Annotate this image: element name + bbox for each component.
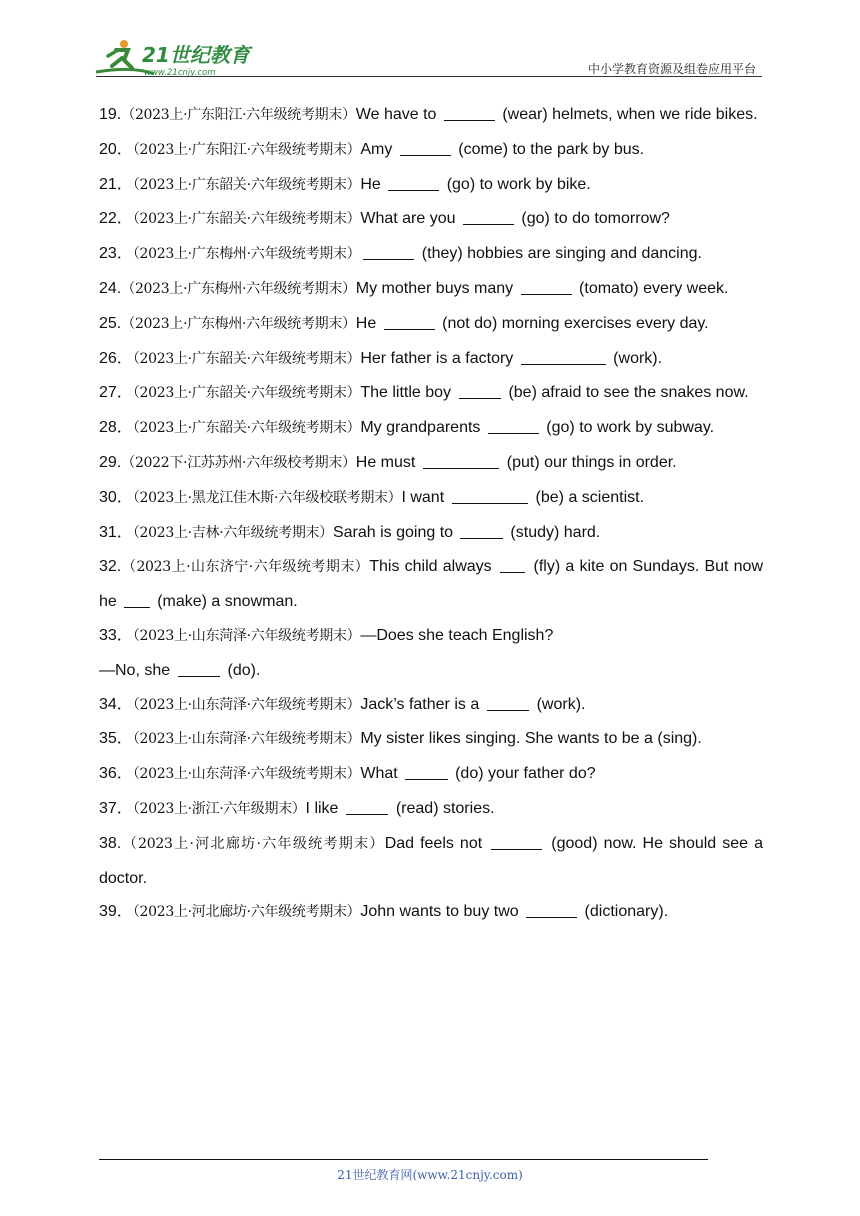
question-number: 27．	[99, 384, 133, 402]
answer-blank[interactable]	[452, 489, 529, 504]
question-source: （2023上·山东菏泽·六年级统考期末）	[132, 627, 361, 644]
question-source: （2023上·河北廊坊·六年级统考期末）	[121, 835, 385, 852]
question-item	[99, 757, 763, 792]
question-text: He must	[355, 453, 420, 471]
answer-blank[interactable]	[460, 524, 503, 539]
question-text: (fly) a kite on Sundays. But now he	[99, 558, 764, 611]
question-item	[99, 792, 763, 827]
question-source: （2023上·广东韶关·六年级统考期末）	[132, 176, 361, 193]
question-text: Her father is a factory	[360, 349, 518, 367]
answer-blank[interactable]	[178, 662, 221, 677]
answer-blank[interactable]	[463, 210, 514, 225]
question-item	[99, 272, 763, 307]
question-number: 28．	[99, 419, 133, 437]
question-number: 36．	[99, 765, 133, 783]
question-text: (do).	[223, 661, 261, 679]
question-number: 20．	[99, 140, 133, 158]
answer-blank[interactable]	[400, 141, 451, 156]
question-text: What	[360, 765, 403, 783]
question-text: Sarah is going to	[332, 523, 458, 541]
question-text: (tomato) every week.	[574, 279, 729, 297]
question-source: （2023上·吉林·六年级统考期末）	[132, 524, 333, 541]
question-number: 25.	[99, 314, 122, 332]
question-item	[99, 550, 763, 619]
question-text: My grandparents	[360, 419, 485, 437]
question-text: This child always	[369, 558, 497, 576]
question-number: 19.	[99, 106, 122, 123]
svg-text:21世纪教育: 21世纪教育	[142, 43, 250, 67]
question-source: （2023上·广东梅州·六年级统考期末）	[121, 280, 356, 297]
question-source: （2023上·广东韶关·六年级统考期末）	[132, 385, 361, 402]
question-list	[99, 98, 763, 930]
question-item	[99, 516, 763, 551]
question-number: 39．	[99, 903, 133, 921]
question-text: What are you	[360, 210, 460, 228]
question-text: My mother buys many	[355, 279, 518, 297]
question-text: (make) a snowman.	[152, 593, 298, 611]
question-text: (not do) morning exercises every day.	[437, 314, 709, 332]
answer-blank[interactable]	[384, 315, 435, 330]
answer-blank[interactable]	[423, 454, 500, 469]
answer-blank[interactable]	[488, 419, 539, 434]
question-item	[99, 98, 763, 133]
question-text: (study) hard.	[505, 523, 601, 541]
question-number: 37．	[99, 799, 133, 817]
question-item	[99, 827, 763, 896]
answer-blank[interactable]	[405, 765, 448, 780]
answer-blank[interactable]	[500, 558, 526, 573]
question-text: Amy	[360, 140, 397, 158]
question-text: Jack’s father is a	[360, 695, 484, 713]
question-source: （2023上·广东阳江·六年级统考期末）	[121, 107, 356, 123]
question-source: （2022下·江苏苏州·六年级校考期末）	[121, 454, 356, 471]
question-text: (they) hobbies are singing and dancing.	[417, 245, 702, 263]
answer-blank[interactable]	[521, 280, 572, 295]
question-text: (come) to the park by bus.	[453, 140, 645, 158]
question-number: 35．	[99, 730, 133, 748]
question-source: （2023上·黑龙江佳木斯·六年级校联考期末）	[132, 489, 402, 506]
question-item	[99, 446, 763, 481]
answer-blank[interactable]	[444, 106, 495, 121]
question-item	[99, 168, 763, 203]
question-source: （2023上·广东梅州·六年级统考期末）	[132, 246, 361, 263]
question-text: He	[360, 175, 386, 193]
question-source: （2023上·山东菏泽·六年级统考期末）	[132, 731, 361, 748]
question-item	[99, 481, 763, 516]
question-number: 24.	[99, 279, 122, 297]
question-source: （2023上·广东阳江·六年级统考期末）	[132, 141, 361, 158]
question-item	[99, 376, 763, 411]
question-text: I like	[305, 799, 343, 817]
question-number: 38.	[99, 834, 122, 852]
question-number: 26．	[99, 349, 133, 367]
question-item	[99, 237, 763, 272]
question-text: He	[355, 314, 381, 332]
page-header	[94, 30, 760, 78]
footer-divider	[99, 1159, 708, 1160]
question-source: （2023上·山东菏泽·六年级统考期末）	[132, 696, 361, 713]
answer-blank[interactable]	[521, 350, 606, 365]
question-item	[99, 307, 763, 342]
question-text: (wear) helmets, when we ride bikes.	[497, 106, 758, 123]
question-text: The little boy	[360, 384, 456, 402]
question-text: My sister likes singing. She wants to be a (sing).	[360, 730, 702, 748]
question-item	[99, 619, 763, 688]
footer-text: 21世纪教育网(www.21cnjy.com)	[337, 1168, 523, 1182]
question-text: Dad feels not	[384, 834, 489, 852]
question-text: (be) afraid to see the snakes now.	[504, 384, 749, 402]
question-number: 34．	[99, 695, 133, 713]
question-item	[99, 411, 763, 446]
question-number: 21．	[99, 175, 133, 193]
answer-blank[interactable]	[363, 245, 414, 260]
question-text: (work).	[608, 349, 663, 367]
question-item	[99, 202, 763, 237]
question-item	[99, 342, 763, 377]
answer-blank[interactable]	[346, 800, 389, 815]
question-source: （2023上·浙江·六年级期末）	[132, 800, 306, 817]
question-source: （2023上·广东梅州·六年级统考期末）	[121, 315, 356, 332]
svg-text:www.21cnjy.com: www.21cnjy.com	[144, 68, 216, 78]
question-source: （2023上·广东韶关·六年级统考期末）	[132, 211, 361, 228]
question-number: 33．	[99, 626, 133, 644]
question-text: (good) now. He should see a doctor.	[99, 834, 763, 887]
question-text: (dictionary).	[580, 903, 669, 921]
header-platform-name: 中小学教育资源及组卷应用平台	[587, 62, 756, 76]
question-text: —Does she teach English?	[360, 626, 554, 644]
answer-blank[interactable]	[388, 176, 439, 191]
question-text: We have to	[355, 106, 441, 123]
question-number: 29.	[99, 453, 122, 471]
question-number: 30．	[99, 488, 133, 506]
question-source: （2023上·河北廊坊·六年级统考期末）	[132, 904, 361, 921]
question-number: 32.	[99, 558, 122, 576]
question-item	[99, 688, 763, 723]
question-text: (go) to work by bike.	[442, 175, 591, 193]
answer-blank[interactable]	[124, 593, 150, 608]
question-source: （2023上·广东韶关·六年级统考期末）	[132, 350, 361, 367]
question-text: (be) a scientist.	[531, 488, 645, 506]
question-text: (work).	[532, 695, 586, 713]
question-text: (go) to work by subway.	[541, 419, 715, 437]
question-number: 22．	[99, 210, 133, 228]
answer-blank[interactable]	[459, 384, 502, 399]
question-source: （2023上·山东菏泽·六年级统考期末）	[132, 766, 361, 783]
question-text: (go) to do tomorrow?	[516, 210, 670, 228]
answer-blank[interactable]	[487, 696, 530, 711]
site-logo	[94, 36, 264, 78]
question-text: (do) your father do?	[450, 765, 596, 783]
answer-blank[interactable]	[491, 835, 542, 850]
question-text: —No, she	[99, 661, 175, 679]
header-divider	[96, 76, 762, 77]
question-source: （2023上·山东济宁·六年级统考期末）	[121, 559, 370, 576]
question-number: 23．	[99, 245, 133, 263]
question-text: (read) stories.	[391, 799, 495, 817]
question-text: I want	[401, 488, 449, 506]
question-text: (put) our things in order.	[502, 453, 677, 471]
question-source: （2023上·广东韶关·六年级统考期末）	[132, 420, 361, 437]
question-number: 31．	[99, 523, 133, 541]
answer-blank[interactable]	[526, 903, 577, 918]
question-item	[99, 722, 763, 757]
question-item	[99, 133, 763, 168]
question-text: John wants to buy two	[360, 903, 524, 921]
question-item	[99, 895, 763, 930]
